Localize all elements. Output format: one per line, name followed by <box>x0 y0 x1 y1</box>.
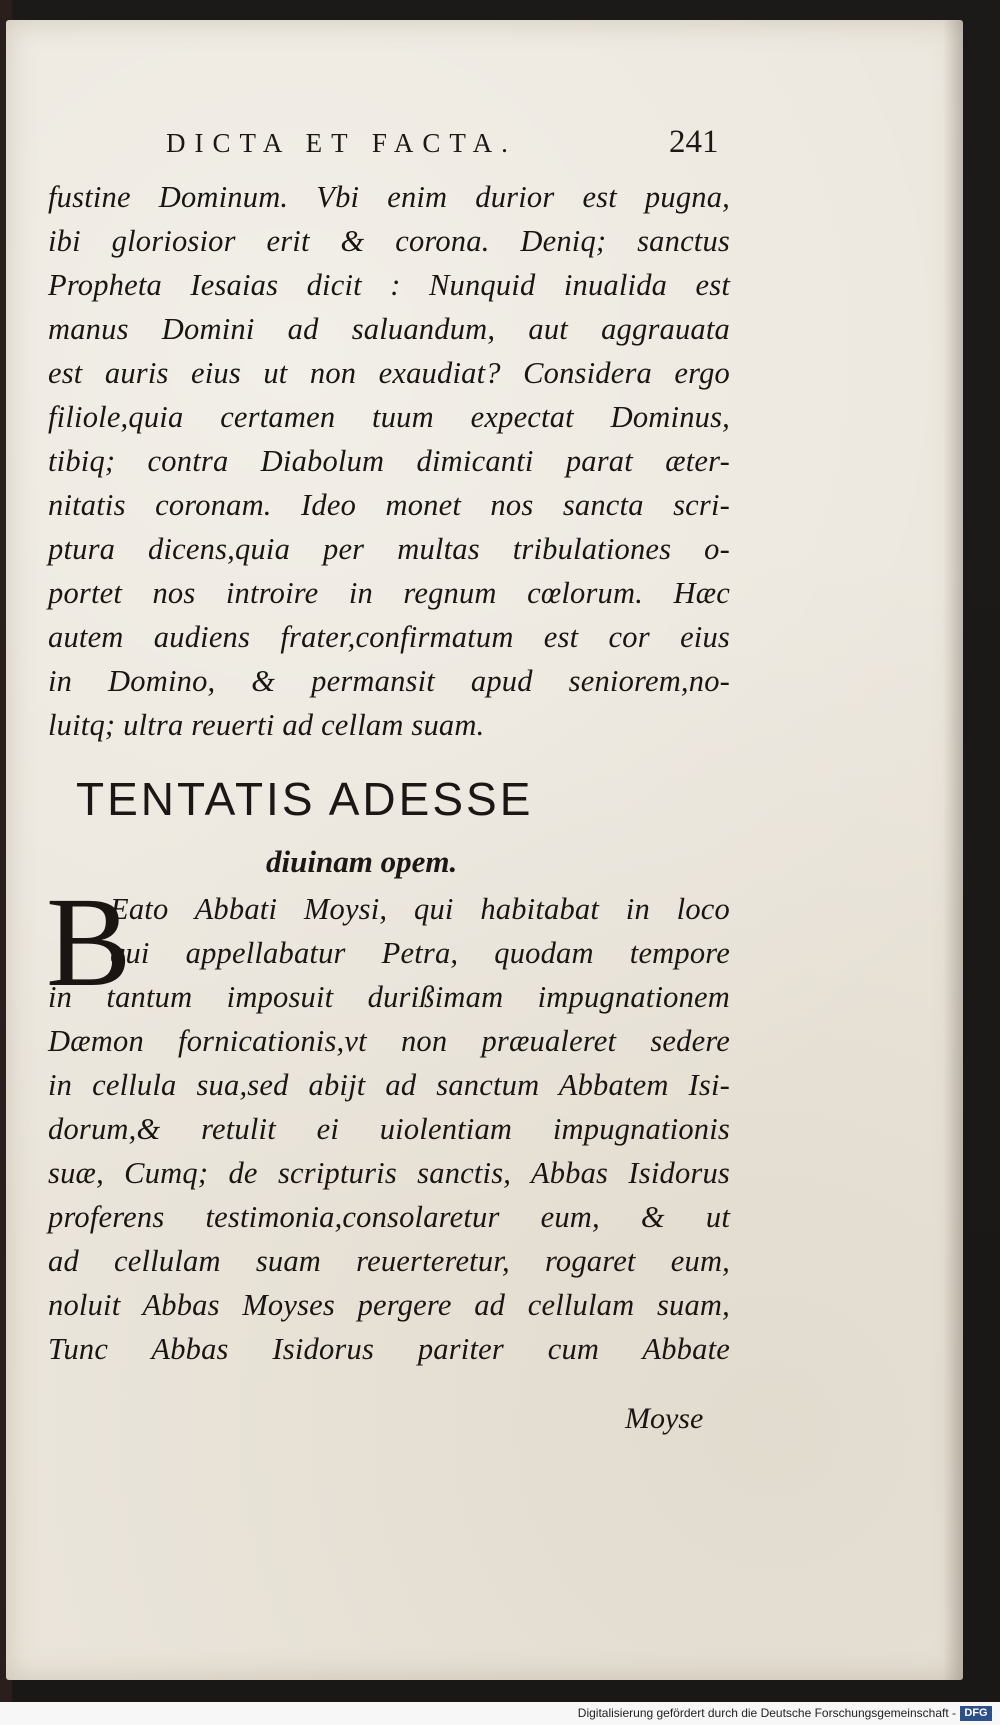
text-line: noluit Abbas Moyses pergere ad cellulam suam, <box>48 1288 730 1322</box>
text-line: ad cellulam suam reuerteretur, rogaret eum, <box>48 1244 730 1278</box>
dfg-logo: DFG <box>960 1706 992 1721</box>
running-head: DICTA ET FACTA. <box>166 128 517 158</box>
text-line: Tunc Abbas Isidorus pariter cum Abbate <box>48 1332 730 1366</box>
footer-bar <box>0 1702 1000 1725</box>
section-subheading: diuinam opem. <box>266 844 458 879</box>
section-heading: TENTATIS ADESSE <box>76 773 534 825</box>
text-line: ptura dicens,quia per multas tribulationes o- <box>48 532 730 566</box>
text-line: nitatis coronam. Ideo monet nos sancta scri- <box>48 488 730 522</box>
text-line: Dæmon fornicationis,vt non præualeret sedere <box>48 1024 730 1058</box>
funding-credit: Digitalisierung gefördert durch die Deutsche Forschungsgemeinschaft - <box>577 1706 956 1720</box>
text-line: manus Domini ad saluandum, aut aggrauata <box>48 312 730 346</box>
drop-cap: B <box>46 871 132 1013</box>
text-line: ibi gloriosior erit & corona. Deniq; sanctus <box>48 224 730 258</box>
text-line: fustine Dominum. Vbi enim durior est pugna, <box>48 180 730 214</box>
text-line: est auris eius ut non exaudiat? Considera ergo <box>48 356 730 390</box>
text-line: filiole,quia certamen tuum expectat Dominus, <box>48 400 730 434</box>
text-line: in tantum imposuit durißimam impugnationem <box>48 980 730 1014</box>
text-line: proferens testimonia,consolaretur eum, & ut <box>48 1200 730 1234</box>
text-line: suæ, Cumq; de scripturis sanctis, Abbas Isidorus <box>48 1156 730 1190</box>
text-line: Propheta Iesaias dicit : Nunquid inualida est <box>48 268 730 302</box>
text-line: tibiq; contra Diabolum dimicanti parat æter- <box>48 444 730 478</box>
text-line: dorum,& retulit ei uiolentiam impugnationis <box>48 1112 730 1146</box>
page-shadow-edge <box>943 20 963 1680</box>
text-line: portet nos introire in regnum cœlorum. Hæc <box>48 576 730 610</box>
text-line: Eato Abbati Moysi, qui habitabat in loco <box>110 892 730 926</box>
text-line: autem audiens frater,confirmatum est cor eius <box>48 620 730 654</box>
book-page <box>6 20 963 1680</box>
text-line: luitq; ultra reuerti ad cellam suam. <box>48 708 485 742</box>
text-line: in cellula sua,sed abijt ad sanctum Abbatem Isi- <box>48 1068 730 1102</box>
text-line: in Domino, & permansit apud seniorem,no- <box>48 664 730 698</box>
text-line: qui appellabatur Petra, quodam tempore <box>110 936 730 970</box>
catchword: Moyse <box>625 1402 704 1435</box>
page-number: 241 <box>669 124 719 160</box>
